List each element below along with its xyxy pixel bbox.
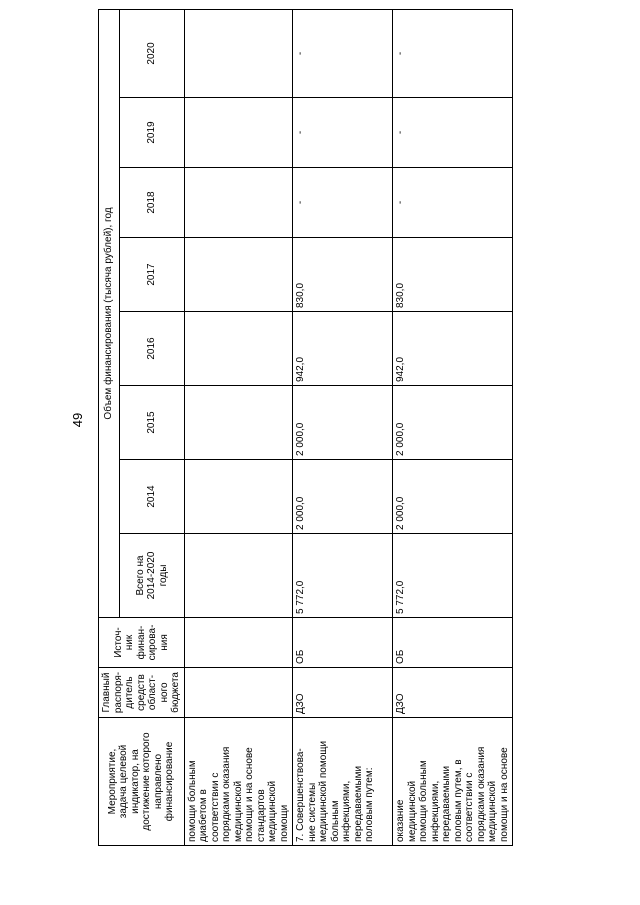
header-year-2016: 2016 bbox=[120, 312, 184, 386]
row-total-cell bbox=[184, 534, 293, 618]
header-year-2018: 2018 bbox=[120, 168, 184, 238]
row-value-2017: 830,0 bbox=[393, 238, 513, 312]
row-value-2014 bbox=[184, 460, 293, 534]
row-value-2016: 942,0 bbox=[293, 312, 393, 386]
header-event: Мероприятие, задача целевой индикатор, на достижение которого направлено финансирование bbox=[99, 718, 185, 846]
financing-table-wrapper bbox=[98, 10, 572, 846]
row-value-2019: - bbox=[393, 98, 513, 168]
row-value-2020: - bbox=[393, 9, 513, 97]
row-value-2017 bbox=[184, 238, 293, 312]
header-year-2015: 2015 bbox=[120, 386, 184, 460]
row-admin-cell bbox=[184, 668, 293, 718]
header-source: Источ- ник финан- сирова- ния bbox=[99, 618, 185, 668]
header-volume: Объем финансирования (тысяча рублей), год bbox=[99, 9, 120, 617]
row-value-2016: 942,0 bbox=[393, 312, 513, 386]
row-value-2018: - bbox=[293, 168, 393, 238]
row-value-2018 bbox=[184, 168, 293, 238]
header-row-1 bbox=[99, 9, 120, 845]
row-source-cell: ОБ bbox=[393, 618, 513, 668]
row-value-2015: 2 000,0 bbox=[393, 386, 513, 460]
header-year-2019: 2019 bbox=[120, 98, 184, 168]
row-admin-cell: ДЗО bbox=[393, 668, 513, 718]
header-year-2014: 2014 bbox=[120, 460, 184, 534]
row-value-2020: - bbox=[293, 9, 393, 97]
row-value-2018: - bbox=[393, 168, 513, 238]
row-source-cell bbox=[184, 618, 293, 668]
row-value-2014: 2 000,0 bbox=[393, 460, 513, 534]
row-value-2017: 830,0 bbox=[293, 238, 393, 312]
row-value-2015: 2 000,0 bbox=[293, 386, 393, 460]
row-value-2016 bbox=[184, 312, 293, 386]
header-year-2020: 2020 bbox=[120, 9, 184, 97]
table-row bbox=[293, 9, 393, 845]
row-value-2019 bbox=[184, 98, 293, 168]
header-total: Всего на 2014-2020 годы bbox=[120, 534, 184, 618]
row-total-cell: 5 772,0 bbox=[393, 534, 513, 618]
table-row bbox=[184, 9, 293, 845]
row-event-cell: оказание медицинской помощи больным инфекциями, передаваемыми половым путем, в соответствии с порядками оказания медицинской помощи и на основе bbox=[393, 718, 513, 846]
row-total-cell: 5 772,0 bbox=[293, 534, 393, 618]
table-row bbox=[393, 9, 513, 845]
page-number: 49 bbox=[70, 412, 85, 428]
header-admin: Главный распоря- дитель средств област- ного бюджета bbox=[99, 668, 185, 718]
row-value-2020 bbox=[184, 9, 293, 97]
row-event-cell: помощи больным диабетом в соответствии с порядками оказания медицинской помощи и на основе стандартов медицинской помощи bbox=[184, 718, 293, 846]
header-year-2017: 2017 bbox=[120, 238, 184, 312]
rotated-table-container bbox=[98, 10, 572, 846]
row-event-cell: 7. Совершенствова- ние системы медицинской помощи больным инфекциями, передаваемыми половым путем: bbox=[293, 718, 393, 846]
row-admin-cell: ДЗО bbox=[293, 668, 393, 718]
financing-table bbox=[98, 9, 513, 846]
row-value-2019: - bbox=[293, 98, 393, 168]
row-source-cell: ОБ bbox=[293, 618, 393, 668]
row-value-2014: 2 000,0 bbox=[293, 460, 393, 534]
row-value-2015 bbox=[184, 386, 293, 460]
